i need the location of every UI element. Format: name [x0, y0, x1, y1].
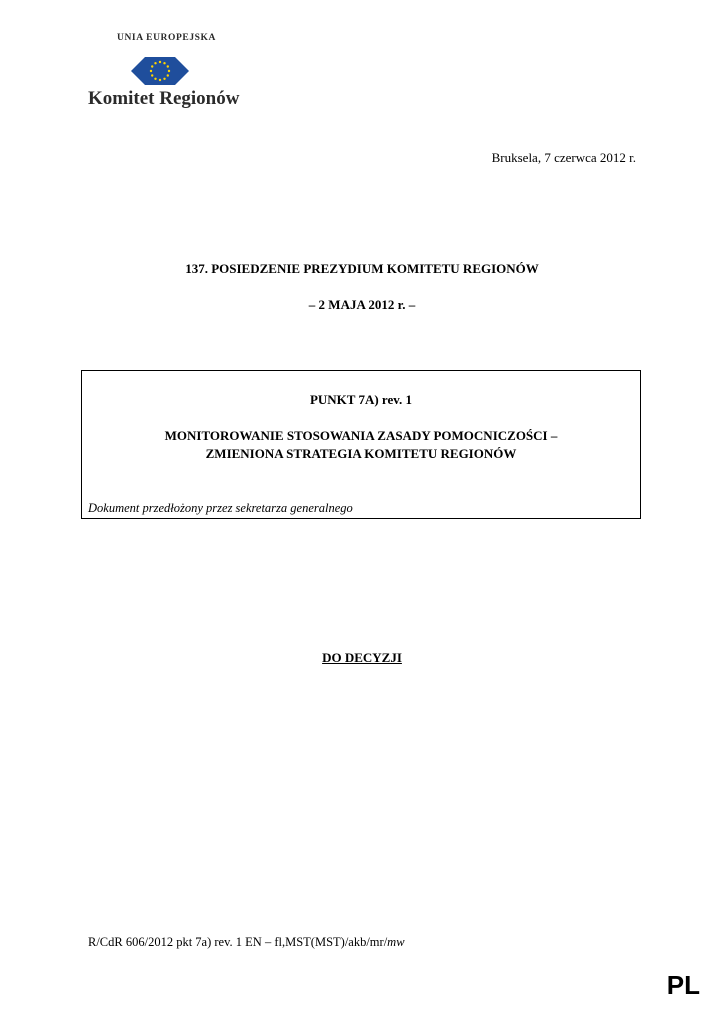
agenda-subject-line-1: MONITOROWANIE STOSOWANIA ZASADY POMOCNICZOŚCI –	[164, 428, 558, 443]
agenda-point-label: PUNKT 7A) rev. 1	[309, 392, 413, 407]
document-reference	[88, 935, 405, 950]
document-reference-initials: mw	[387, 935, 405, 949]
language-code: PL	[666, 970, 700, 1000]
meeting-date: – 2 MAJA 2012 r. –	[308, 297, 416, 312]
agenda-item-box	[81, 370, 641, 519]
decision-label: DO DECYZJI	[322, 650, 402, 665]
meeting-title: 137. POSIEDZENIE PREZYDIUM KOMITETU REGIONÓW	[185, 261, 539, 276]
document-date: Bruksela, 7 czerwca 2012 r.	[491, 150, 636, 165]
organisation-name: Komitet Regionów	[88, 88, 240, 109]
union-label: UNIA EUROPEJSKA	[117, 33, 216, 43]
document-submitter-note: Dokument przedłożony przez sekretarza generalnego	[88, 501, 353, 515]
eu-emblem-logo	[131, 51, 189, 91]
document-reference-text: R/CdR 606/2012 pkt 7a) rev. 1 EN – fl,MST(MST)/akb/mr/	[88, 935, 388, 949]
agenda-subject-line-2: ZMIENIONA STRATEGIA KOMITETU REGIONÓW	[205, 446, 517, 461]
